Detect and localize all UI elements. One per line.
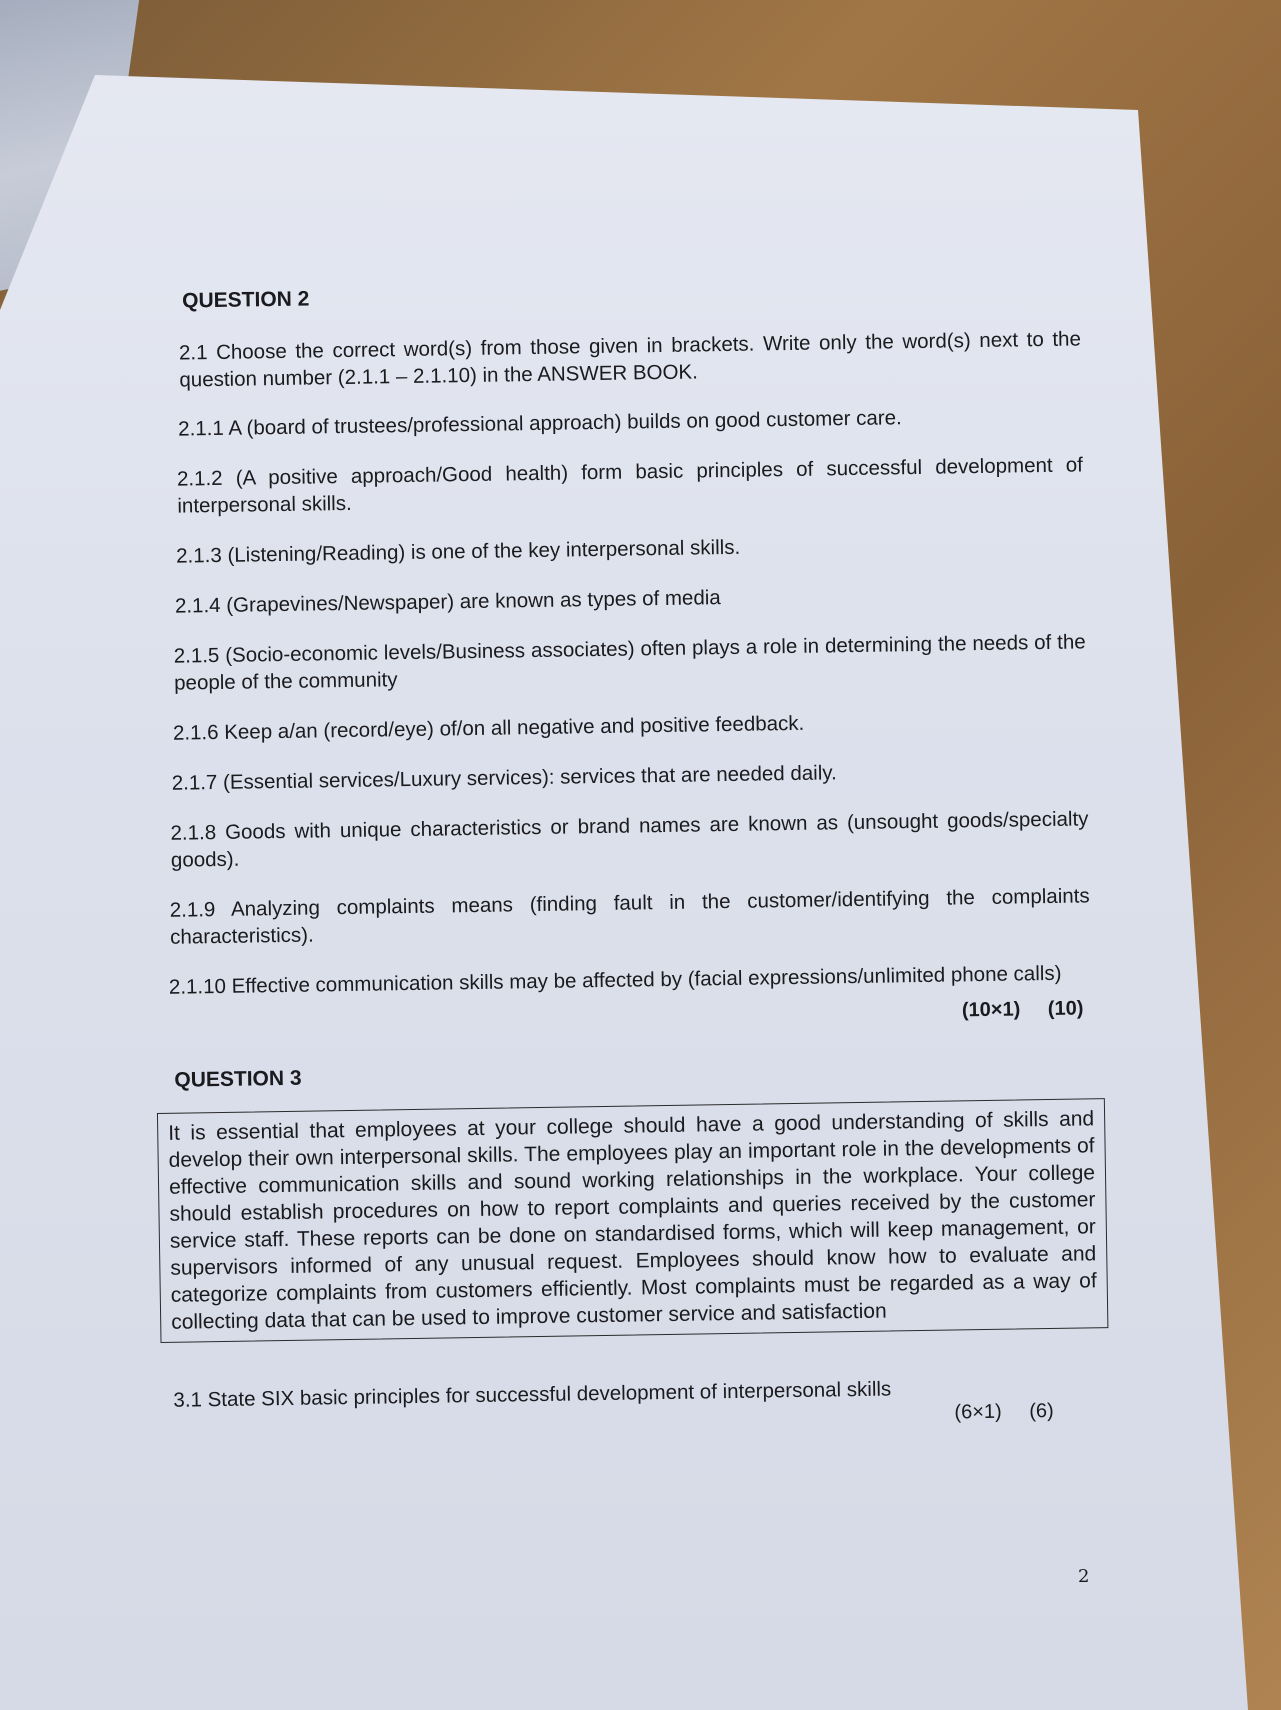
question-2-marks-breakdown: (10×1) [961,998,1021,1022]
question-3-1-marks-breakdown: (6×1) [954,1400,1002,1424]
page-number: 2 [1078,1566,1090,1587]
question-2-1-7: 2.1.7 (Essential services/Luxury services): services that are needed daily. [171,761,837,795]
question-2-1-10: 2.1.10 Effective communication skills may be affected by (facial expressions/unlimited phone calls) [168,961,1062,999]
question-3-1-marks-total: (6) [1029,1399,1054,1423]
question-2-heading: QUESTION 2 [181,287,310,313]
case-study-box: It is essential that employees at your college should have a good understanding of skills and develop their own interpersonal skills. The employees play an important role in the developments of effective communication skills and sound working relationships in the workplace. Your college should establish procedures on how to report complaints and queries received by the customer service staff. These reports can be done on standardised forms, which will keep management, or supervisors informed of any unusual request. Employees should know how to evaluate and categorize complaints from customers efficiently. Most complaints must be regarded as a way of collecting data that can be used to improve customer service and satisfaction [157,1098,1108,1343]
question-2-marks [161,997,1083,1034]
question-2-items [152,401,1091,1001]
question-3-1: 3.1 State SIX basic principles for successful development of interpersonal skills [173,1377,892,1412]
question-2-1-3: 2.1.3 (Listening/Reading) is one of the key interpersonal skills. [176,535,741,568]
question-2-1-4: 2.1.4 (Grapevines/Newspaper) are known as types of media [174,586,721,618]
question-2-marks-total: (10) [1047,997,1084,1020]
question-2-1-instruction: 2.1 Choose the correct word(s) from those given in brackets. Write only the word(s) next to the question number (2.1.1 – 2.1.10) in the ANSWER BOOK. [178,327,1082,392]
question-3-heading: QUESTION 3 [174,1066,302,1092]
question-2-1-9: 2.1.9 Analyzing complaints means (finding fault in the customer/identifying the complaints characteristics). [169,884,1090,949]
question-2-1-8: 2.1.8 Goods with unique characteristics or brand names are known as (unsought goods/specialty goods). [170,807,1089,872]
question-2-1-2: 2.1.2 (A positive approach/Good health) form basic principles of successful development of interpersonal skills. [176,453,1084,518]
question-2-1-6: 2.1.6 Keep a/an (record/eye) of/on all negative and positive feedback. [172,711,805,745]
question-2-1-1: 2.1.1 A (board of trustees/professional approach) builds on good customer care. [178,406,902,441]
question-2-1-5: 2.1.5 (Socio-economic levels/Business associates) often plays a role in determining the needs of the people of the community [173,630,1086,695]
page-content [150,275,1098,1436]
